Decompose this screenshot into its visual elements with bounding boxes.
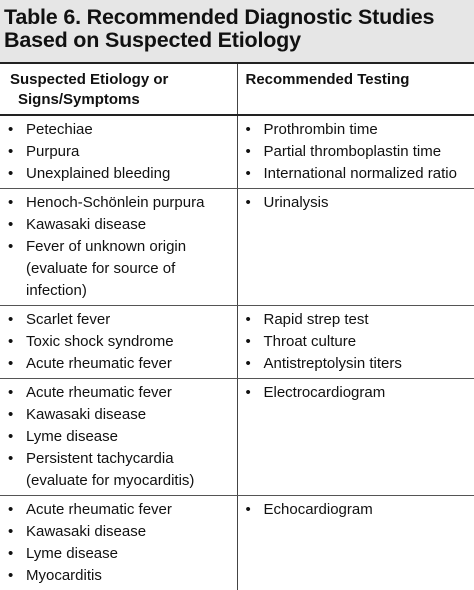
table-title-line1: Table 6. Recommended Diagnostic Studies (4, 6, 468, 29)
list-item: • Scarlet fever (6, 309, 233, 331)
list-item: • Lyme disease (6, 426, 233, 448)
list-item: • Rapid strep test (244, 309, 471, 331)
list-item: • Prothrombin time (244, 119, 471, 141)
table-title (0, 0, 474, 64)
etiology-list (6, 119, 233, 185)
list-item: • Electrocardiogram (244, 382, 471, 404)
list-item: • Partial thromboplastin time (244, 141, 471, 163)
list-item: • Fever of unknown origin (evaluate for source of infection) (6, 236, 233, 302)
list-item: • Acute rheumatic fever (6, 353, 233, 375)
etiology-list (6, 382, 233, 492)
list-item: • Kawasaki disease (6, 214, 233, 236)
etiology-cell (0, 115, 237, 189)
list-item: • Unexplained bleeding (6, 163, 233, 185)
testing-list (244, 119, 471, 185)
header-row (0, 64, 474, 115)
list-item: • Myocarditis (6, 565, 233, 587)
table-row (0, 189, 474, 306)
etiology-cell (0, 189, 237, 306)
list-item: • International normalized ratio (244, 163, 471, 185)
list-item: • Petechiae (6, 119, 233, 141)
testing-list (244, 309, 471, 375)
etiology-list (6, 309, 233, 375)
list-item: • Persistent tachycardia (evaluate for myocarditis) (6, 448, 233, 492)
testing-cell (237, 496, 474, 590)
list-item: • Henoch-Schönlein purpura (6, 192, 233, 214)
testing-cell (237, 306, 474, 379)
testing-cell (237, 115, 474, 189)
etiology-cell (0, 496, 237, 590)
table-body (0, 115, 474, 590)
etiology-cell (0, 379, 237, 496)
list-item: • Kawasaki disease (6, 404, 233, 426)
header-testing: Recommended Testing (237, 64, 474, 115)
table-row (0, 306, 474, 379)
list-item: • Toxic shock syndrome (6, 331, 233, 353)
list-item: • Purpura (6, 141, 233, 163)
testing-cell (237, 189, 474, 306)
list-item: • Acute rheumatic fever (6, 382, 233, 404)
table-row (0, 115, 474, 189)
list-item: • Acute rheumatic fever (6, 499, 233, 521)
header-etiology (0, 64, 237, 115)
list-item: • Kawasaki disease (6, 521, 233, 543)
header-etiology-line2: Signs/Symptoms (10, 90, 233, 110)
header-etiology-line1: Suspected Etiology or (10, 71, 168, 88)
table-row (0, 496, 474, 590)
etiology-cell (0, 306, 237, 379)
testing-list (244, 499, 471, 521)
table-title-line2: Based on Suspected Etiology (4, 29, 468, 52)
list-item: • Urinalysis (244, 192, 471, 214)
list-item: • Lyme disease (6, 543, 233, 565)
etiology-list (6, 192, 233, 302)
list-item: • Throat culture (244, 331, 471, 353)
table-row (0, 379, 474, 496)
testing-cell (237, 379, 474, 496)
etiology-list (6, 499, 233, 587)
testing-list (244, 192, 471, 214)
list-item: • Echocardiogram (244, 499, 471, 521)
list-item: • Antistreptolysin titers (244, 353, 471, 375)
diagnostic-studies-table (0, 64, 474, 590)
testing-list (244, 382, 471, 404)
